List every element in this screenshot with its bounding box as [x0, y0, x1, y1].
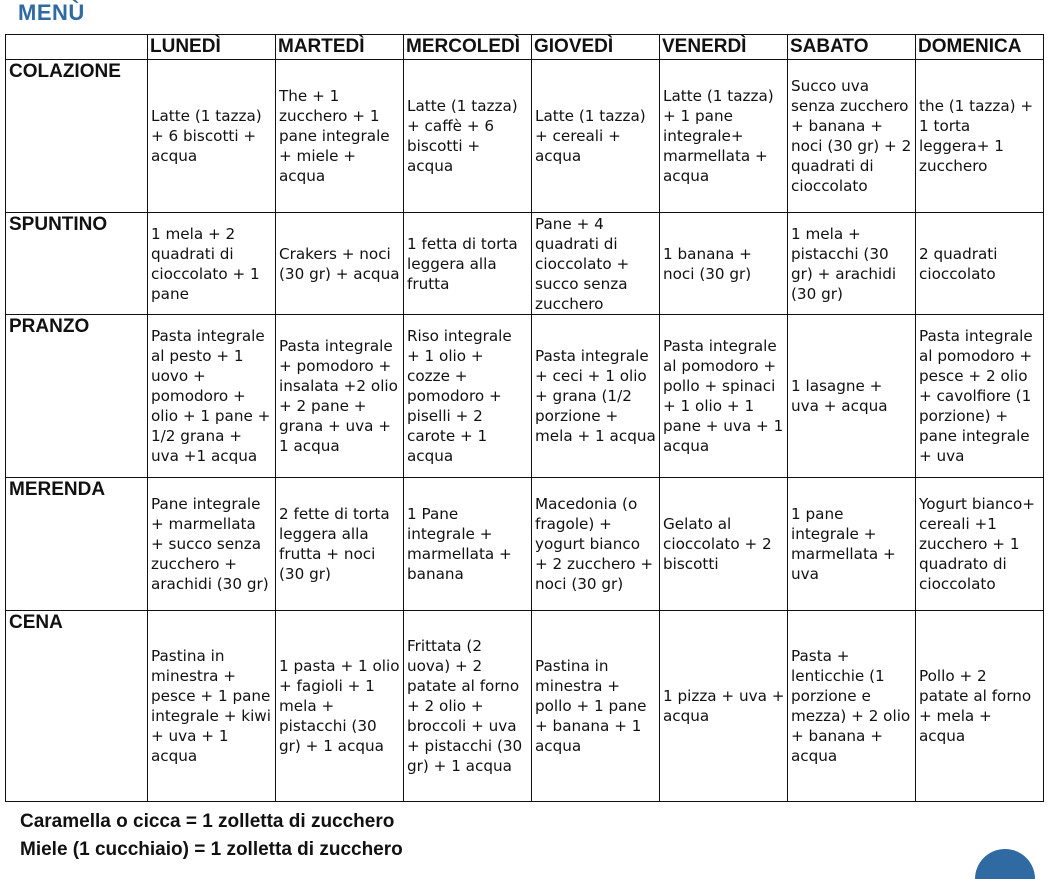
menu-table [5, 34, 1044, 802]
table-cell: Crakers + noci (30 gr) + acqua [276, 213, 404, 315]
footnote-caramella: Caramella o cicca = 1 zolletta di zucchero [20, 811, 395, 832]
table-row-merenda [6, 478, 1044, 611]
table-cell: Latte (1 tazza) + 6 biscotti + acqua [148, 60, 276, 213]
table-cell: the (1 tazza) + 1 torta leggera+ 1 zucchero [916, 60, 1044, 213]
day-header-giovedi: GIOVEDÌ [532, 35, 660, 60]
table-cell: Latte (1 tazza) + cereali + acqua [532, 60, 660, 213]
table-cell: Pasta integrale al pomodoro + pesce + 2 olio + cavolfiore (1 porzione) + pane integrale + uva [916, 315, 1044, 478]
table-row-cena [6, 611, 1044, 802]
table-cell: The + 1 zucchero + 1 pane integrale + miele + acqua [276, 60, 404, 213]
table-cell: Latte (1 tazza) + caffè + 6 biscotti + acqua [404, 60, 532, 213]
page-title: MENÙ [18, 0, 85, 25]
footnotes [20, 808, 403, 864]
day-header-mercoledi: MERCOLEDÌ [404, 35, 532, 60]
table-cell: Pasta + lenticchie (1 porzione e mezza) + 2 olio + banana + acqua [788, 611, 916, 802]
table-cell: Riso integrale + 1 olio + cozze + pomodoro + piselli + 2 carote + 1 acqua [404, 315, 532, 478]
corner-cell [6, 35, 148, 60]
table-cell: Macedonia (o fragole) + yogurt bianco + 2 zucchero + noci (30 gr) [532, 478, 660, 611]
corner-decoration [975, 849, 1035, 879]
table-row-colazione [6, 60, 1044, 213]
meal-label: CENA [6, 611, 148, 802]
meal-label: MERENDA [6, 478, 148, 611]
meal-label: SPUNTINO [6, 213, 148, 315]
meal-label: PRANZO [6, 315, 148, 478]
table-cell: Pastina in minestra + pollo + 1 pane + banana + 1 acqua [532, 611, 660, 802]
table-cell: Pasta integrale + pomodoro + insalata +2 olio + 2 pane + grana + uva + 1 acqua [276, 315, 404, 478]
table-cell: 1 pizza + uva + acqua [660, 611, 788, 802]
header-row [6, 35, 1044, 60]
table-cell: Pane integrale + marmellata + succo senza zucchero + arachidi (30 gr) [148, 478, 276, 611]
table-row-pranzo [6, 315, 1044, 478]
table-cell: 2 quadrati cioccolato [916, 213, 1044, 315]
table-row-spuntino [6, 213, 1044, 315]
table-cell: Latte (1 tazza) + 1 pane integrale+ marmellata + acqua [660, 60, 788, 213]
table-cell: Pasta integrale al pesto + 1 uovo + pomodoro + olio + 1 pane + 1/2 grana + uva +1 acqua [148, 315, 276, 478]
day-header-venerdi: VENERDÌ [660, 35, 788, 60]
day-header-sabato: SABATO [788, 35, 916, 60]
table-cell: Gelato al cioccolato + 2 biscotti [660, 478, 788, 611]
meal-label: COLAZIONE [6, 60, 148, 213]
day-header-lunedi: LUNEDÌ [148, 35, 276, 60]
table-cell: Pollo + 2 patate al forno + mela + acqua [916, 611, 1044, 802]
footnote-miele: Miele (1 cucchiaio) = 1 zolletta di zucchero [20, 839, 403, 860]
table-cell: 1 mela + 2 quadrati di cioccolato + 1 pane [148, 213, 276, 315]
table-cell: 1 banana + noci (30 gr) [660, 213, 788, 315]
table-cell: 1 pane integrale + marmellata + uva [788, 478, 916, 611]
table-cell: Succo uva senza zucchero + banana + noci (30 gr) + 2 quadrati di cioccolato [788, 60, 916, 213]
table-cell: Pasta integrale al pomodoro + pollo + spinaci + 1 olio + 1 pane + uva + 1 acqua [660, 315, 788, 478]
table-cell: Pastina in minestra + pesce + 1 pane integrale + kiwi + uva + 1 acqua [148, 611, 276, 802]
table-cell: 1 lasagne + uva + acqua [788, 315, 916, 478]
table-cell: 1 mela + pistacchi (30 gr) + arachidi (30 gr) [788, 213, 916, 315]
day-header-martedi: MARTEDÌ [276, 35, 404, 60]
table-cell: Frittata (2 uova) + 2 patate al forno + 2 olio + broccoli + uva + pistacchi (30 gr) + 1 acqua [404, 611, 532, 802]
table-cell: 1 pasta + 1 olio + fagioli + 1 mela + pistacchi (30 gr) + 1 acqua [276, 611, 404, 802]
table-cell: 1 Pane integrale + marmellata + banana [404, 478, 532, 611]
table-cell: Pane + 4 quadrati di cioccolato + succo senza zucchero [532, 213, 660, 315]
table-cell: Pasta integrale + ceci + 1 olio + grana (1/2 porzione + mela + 1 acqua [532, 315, 660, 478]
table-cell: 1 fetta di torta leggera alla frutta [404, 213, 532, 315]
table-cell: Yogurt bianco+ cereali +1 zucchero + 1 quadrato di cioccolato [916, 478, 1044, 611]
day-header-domenica: DOMENICA [916, 35, 1044, 60]
table-cell: 2 fette di torta leggera alla frutta + noci (30 gr) [276, 478, 404, 611]
